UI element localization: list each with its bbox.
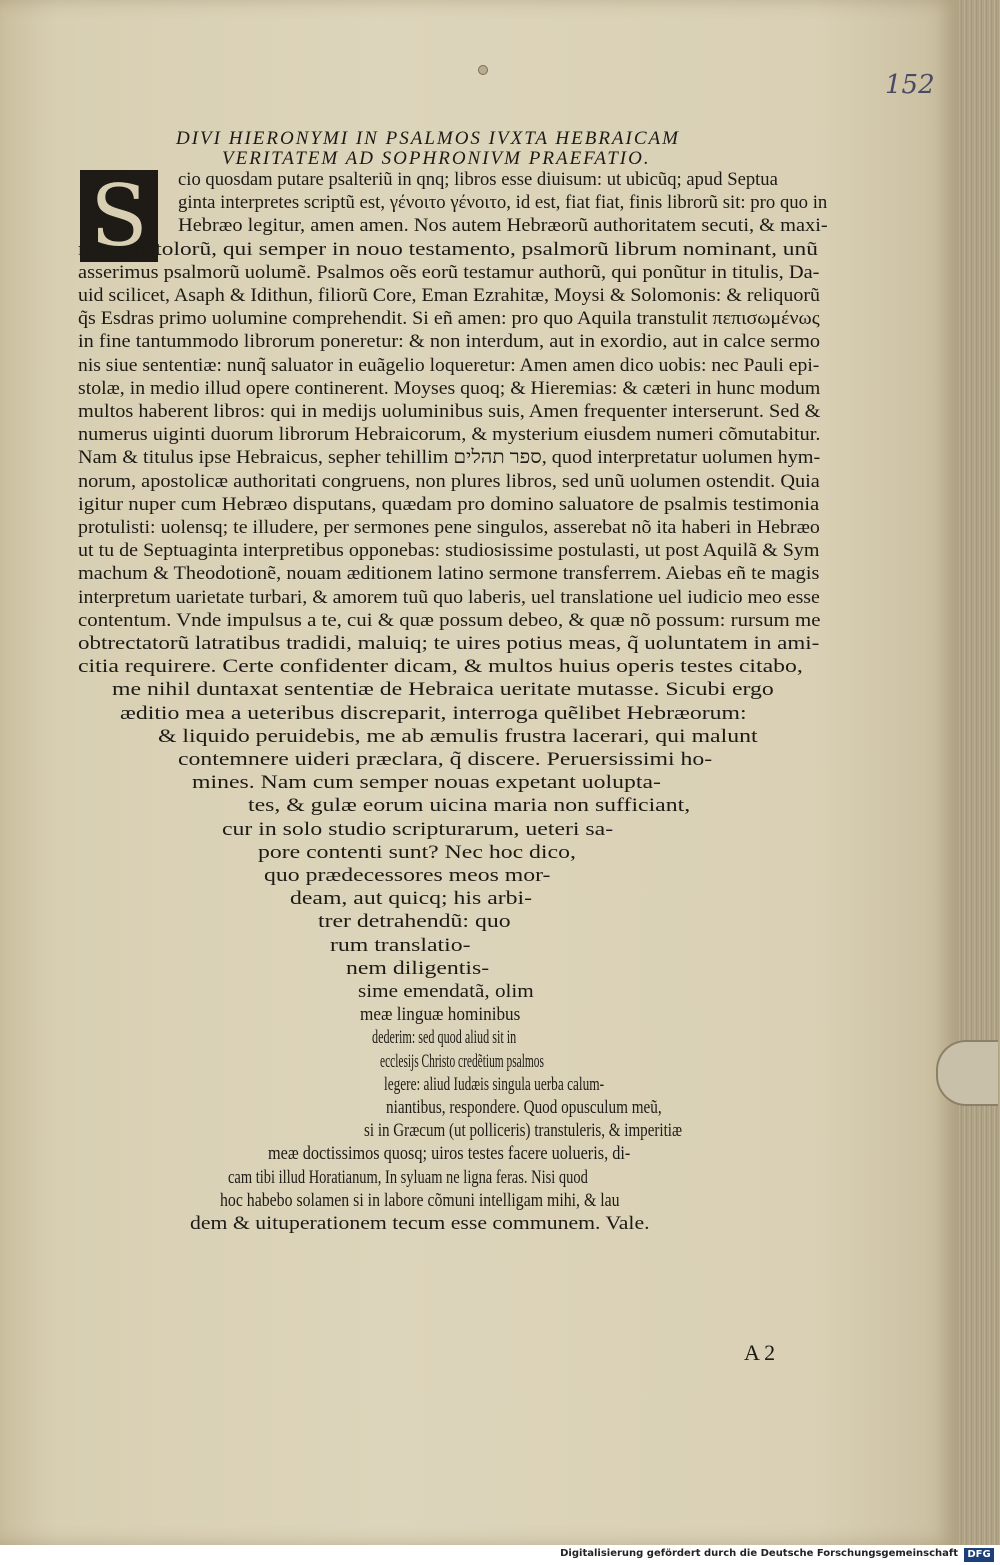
text-line: legere: aliud Iudæis singula uerba calum- — [384, 1073, 605, 1095]
folio-number: 152 — [885, 70, 935, 100]
pinhole-mark — [478, 65, 488, 75]
text-line: quo prædecessores meos mor- — [264, 865, 551, 886]
text-line: & liquido peruidebis, me ab æmulis frustra lacerari, qui malunt — [158, 725, 758, 747]
text-line: dem & uituperationem tecum esse communem. Vale. — [190, 1213, 650, 1234]
text-line: cio quosdam putare psalteriũ in qnq; libros esse diuisum: ut ubicũq; apud Septua — [178, 169, 778, 190]
text-line: sime emendatã, olim — [358, 981, 534, 1002]
text-line: ecclesijs Christo credẽtium psalmos — [380, 1050, 544, 1072]
text-line: in fine tantummodo librorum poneretur: & non interdum, aut in exordio, aut in calce sermo — [78, 331, 821, 353]
text-line: nem diligentis- — [346, 957, 490, 979]
text-line: q̃s Esdras primo uolumine comprehendit. Si eñ amen: pro quo Aquila transtulit πεπισωμένως — [78, 308, 820, 330]
text-line: ut tu de Septuaginta interpretibus opponebas: studiosissime postulasti, ut post Aquilã & Sym — [78, 540, 820, 562]
text-line: dederim: sed quod aliud sit in — [372, 1027, 517, 1049]
dfg-logo: DFG — [964, 1548, 994, 1562]
text-line: stolæ, in medio illud opere continerent. Moyses quoq; & Hieremias: & cæteri in hunc modum — [78, 377, 821, 399]
text-line: deam, aut quicq; his arbi- — [290, 888, 533, 910]
footer-bar — [0, 1545, 1000, 1565]
text-line: hoc habebo solamen si in labore cõmuni intelligam mihi, & lau — [220, 1189, 620, 1211]
text-line: Nam & titulus ipse Hebraicus, sepher tehillim ספר תהלים, quod interpretatur uolumen hym- — [78, 447, 821, 469]
text-line: citia requirere. Certe confidenter dicam, & multos huius operis testes citabo, — [78, 656, 803, 678]
text-line: cam tibi illud Horatianum, In syluam ne ligna feras. Nisi quod — [228, 1166, 588, 1188]
text-line: protulisti: uolensq; te illudere, per sermones pene singulos, asserebat nõ ita haberi in Hebræo — [78, 517, 820, 538]
initial-letter: S — [90, 167, 148, 265]
text-line: obtrectatorũ latratibus tradidi, maluiq; te uires potius meas, q̃ uoluntatem in ami- — [78, 633, 820, 654]
text-line: uid scilicet, Asaph & Idithun, filiorũ Core, Eman Ezrahitæ, Moysi & Solomonis: & reliquorũ — [78, 285, 820, 306]
text-line: contentum. Vnde impulsus a te, cui & quæ possum debeo, & quæ nõ possum: rursum me — [78, 609, 821, 631]
text-line: æditio mea a ueteribus discreparit, interroga quẽlibet Hebræorum: — [120, 702, 747, 724]
text-line: cur in solo studio scripturarum, ueteri sa- — [222, 818, 614, 840]
text-line: interpretum uarietate turbari, & amorem tuũ quo laberis, uel translatione uel iudicio meo esse — [78, 586, 820, 608]
text-line: me apostolorũ, qui semper in nouo testamento, psalmorũ librum nominant, unũ — [78, 238, 818, 260]
footer-credit: Digitalisierung gefördert durch die Deutsche Forschungsgemeinschaft — [560, 1548, 958, 1559]
text-line: numerus uiginti duorum librorum Hebraicorum, & mysterium eiusdem numeri cõmutabitur. — [78, 424, 821, 446]
text-line: rum translatio- — [330, 934, 471, 956]
text-line: me nihil duntaxat sententiæ de Hebraica ueritate mutasse. Sicubi ergo — [112, 679, 774, 701]
text-line: tes, & gulæ eorum uicina maria non sufficiant, — [248, 795, 691, 817]
text-line: norum, apostolicæ authoritati congruens, non plures libros, sed unũ uolumen ostendit. Quia — [78, 470, 820, 492]
text-line: niantibus, respondere. Quod opusculum meũ, — [386, 1097, 662, 1118]
bookmark-clip — [936, 1040, 998, 1106]
text-line: meæ doctissimos quosq; uiros testes facere uolueris, di- — [268, 1143, 631, 1165]
signature-mark: A 2 — [744, 1340, 776, 1365]
page-edges — [958, 0, 1000, 1545]
text-line: ginta interpretes scriptũ est, γένοιτο γένοιτο, id est, fiat fiat, finis librorũ sit: pro quo in — [178, 192, 828, 214]
text-line: igitur nuper cum Hebræo disputans, quædam pro domino saluatore de psalmis testimonia — [78, 493, 820, 515]
title-line-1: DIVI HIERONYMI IN PSALMOS IVXTA HEBRAICAM — [176, 128, 680, 149]
text-line: contemnere uideri præclara, q̃ discere. Peruersissimi ho- — [178, 749, 713, 770]
text-line: mines. Nam cum semper nouas expetant uolupta- — [192, 772, 661, 794]
text-line: nis siue sententiæ: nunq̃ saluator in euãgelio loqueretur: Amen amen dico uobis: nec Pauli epi- — [78, 354, 820, 376]
title-line-2: VERITATEM AD SOPHRONIVM PRAEFATIO. — [222, 148, 651, 169]
text-line: trer detrahendũ: quo — [318, 911, 511, 933]
text-line: si in Græcum (ut polliceris) transtuleris, & imperitiæ — [364, 1120, 683, 1142]
text-line: Hebræo legitur, amen amen. Nos autem Hebræorũ authoritatem secuti, & maxi- — [178, 215, 828, 237]
text-line: pore contenti sunt? Nec hoc dico, — [258, 841, 576, 863]
text-line: meæ linguæ hominibus — [360, 1004, 521, 1026]
text-line: machum & Theodotionẽ, nouam æditionem latino sermone transferrem. Aiebas eñ te magis — [78, 563, 820, 585]
text-line: asserimus psalmorũ uolumẽ. Psalmos oẽs eorũ testamur authorũ, qui ponũtur in titulis, Da- — [78, 261, 820, 283]
text-line: multos haberent libros: qui in medijs uoluminibus suis, Amen frequenter interserunt. Sed & — [78, 401, 821, 422]
